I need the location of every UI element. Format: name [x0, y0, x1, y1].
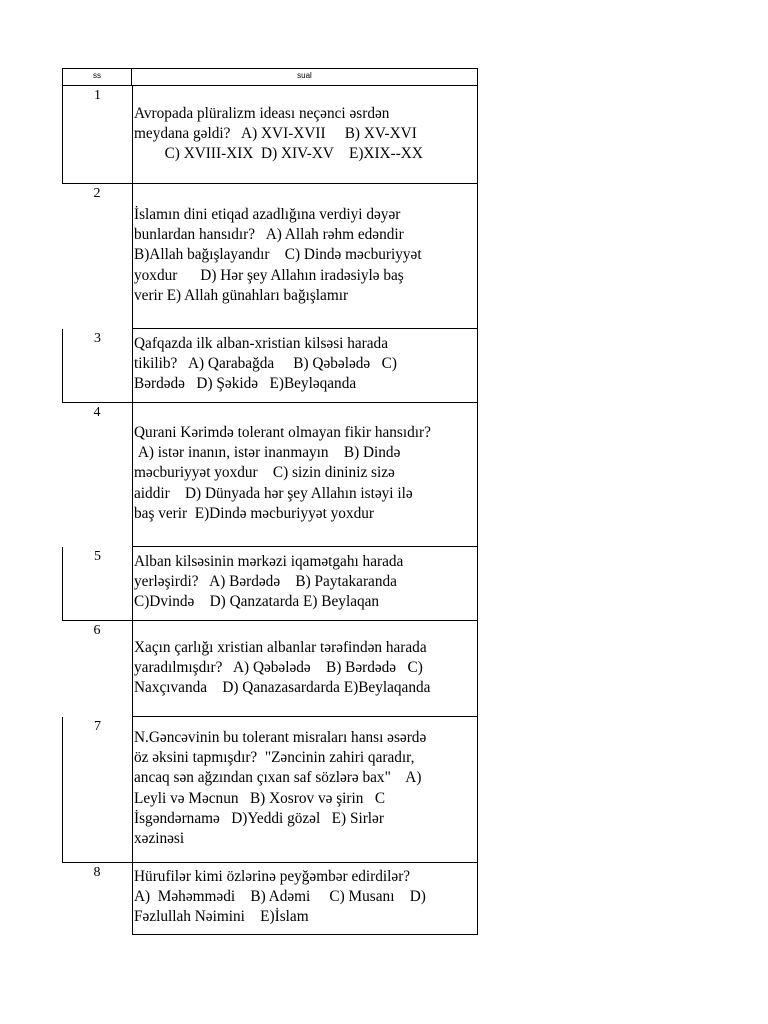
table-row [62, 403, 478, 547]
question-text: N.Gəncəvinin bu tolerant misraları hansı əsərdə öz əksini tapmışdır? "Zəncinin zahiri qaradır, ancaq sən ağzından çıxan saf sözlərə bax" A) Leyli və Məcnun B) Xosrov və şirin C İsgəndərnamə D)Yeddi gözəl E) Sirlər xəzinəsi [132, 717, 478, 862]
questions-table [62, 68, 478, 935]
question-number: 3 [62, 329, 132, 402]
question-text: Qurani Kərimdə tolerant olmayan fikir hansıdır? A) istər inanın, istər inanmayın B) Dində məcburiyyət yoxdur C) sizin dininiz sizə aiddir D) Dünyada hər şey Allahın istəyi ilə baş verir E)Dində məcburiyyət yoxdur [132, 403, 478, 547]
table-row [62, 329, 478, 403]
question-text: Avropada plüralizm ideası neçənci əsrdən meydana gəldi? A) XVI-XVII B) XV-XVI C) XVIII-XIX D) XIV-XV E)XIX--XX [132, 86, 478, 183]
table-row [62, 621, 478, 717]
question-text: Qafqazda ilk alban-xristian kilsəsi harada tikilib? A) Qarabağda B) Qəbələdə C) Bərdədə D) Şəkidə E)Beyləqanda [132, 329, 478, 402]
question-text: İslamın dini etiqad azadlığına verdiyi dəyər bunlardan hansıdır? A) Allah rəhm edəndir B)Allah bağışlayandır C) Dində məcburiyyət yoxdur D) Hər şey Allahın iradəsiylə baş verir E) Allah günahları bağışlamır [132, 184, 478, 329]
question-number: 6 [93, 623, 101, 638]
question-text: Alban kilsəsinin mərkəzi iqamətgahı harada yerləşirdi? A) Bərdədə B) Paytakaranda C)Dvində D) Qanzatarda E) Beylaqan [132, 547, 478, 620]
table-row [62, 717, 478, 863]
question-number: 1 [62, 86, 132, 183]
table-header [62, 68, 478, 86]
question-number: 7 [62, 717, 132, 862]
question-text: Hürufilər kimi özlərinə peyğəmbər edirdilər? A) Məhəmmədi B) Adəmi C) Musanı D) Fəzlullah Nəimini E)İslam [132, 863, 478, 935]
table-row [62, 86, 478, 184]
table-row [62, 184, 478, 329]
header-question: sual [132, 69, 478, 85]
header-number: ss [62, 69, 132, 85]
table-row [62, 863, 478, 935]
table-row [62, 547, 478, 621]
question-number: 5 [62, 547, 132, 620]
question-text: Xaçın çarlığı xristian albanlar tərəfindən harada yaradılmışdır? A) Qəbələdə B) Bərdədə C) Naxçıvanda D) Qanazasardarda E)Beylaqanda [132, 621, 478, 717]
question-number: 4 [93, 405, 101, 420]
question-number: 2 [93, 186, 101, 201]
question-number: 8 [93, 865, 101, 880]
